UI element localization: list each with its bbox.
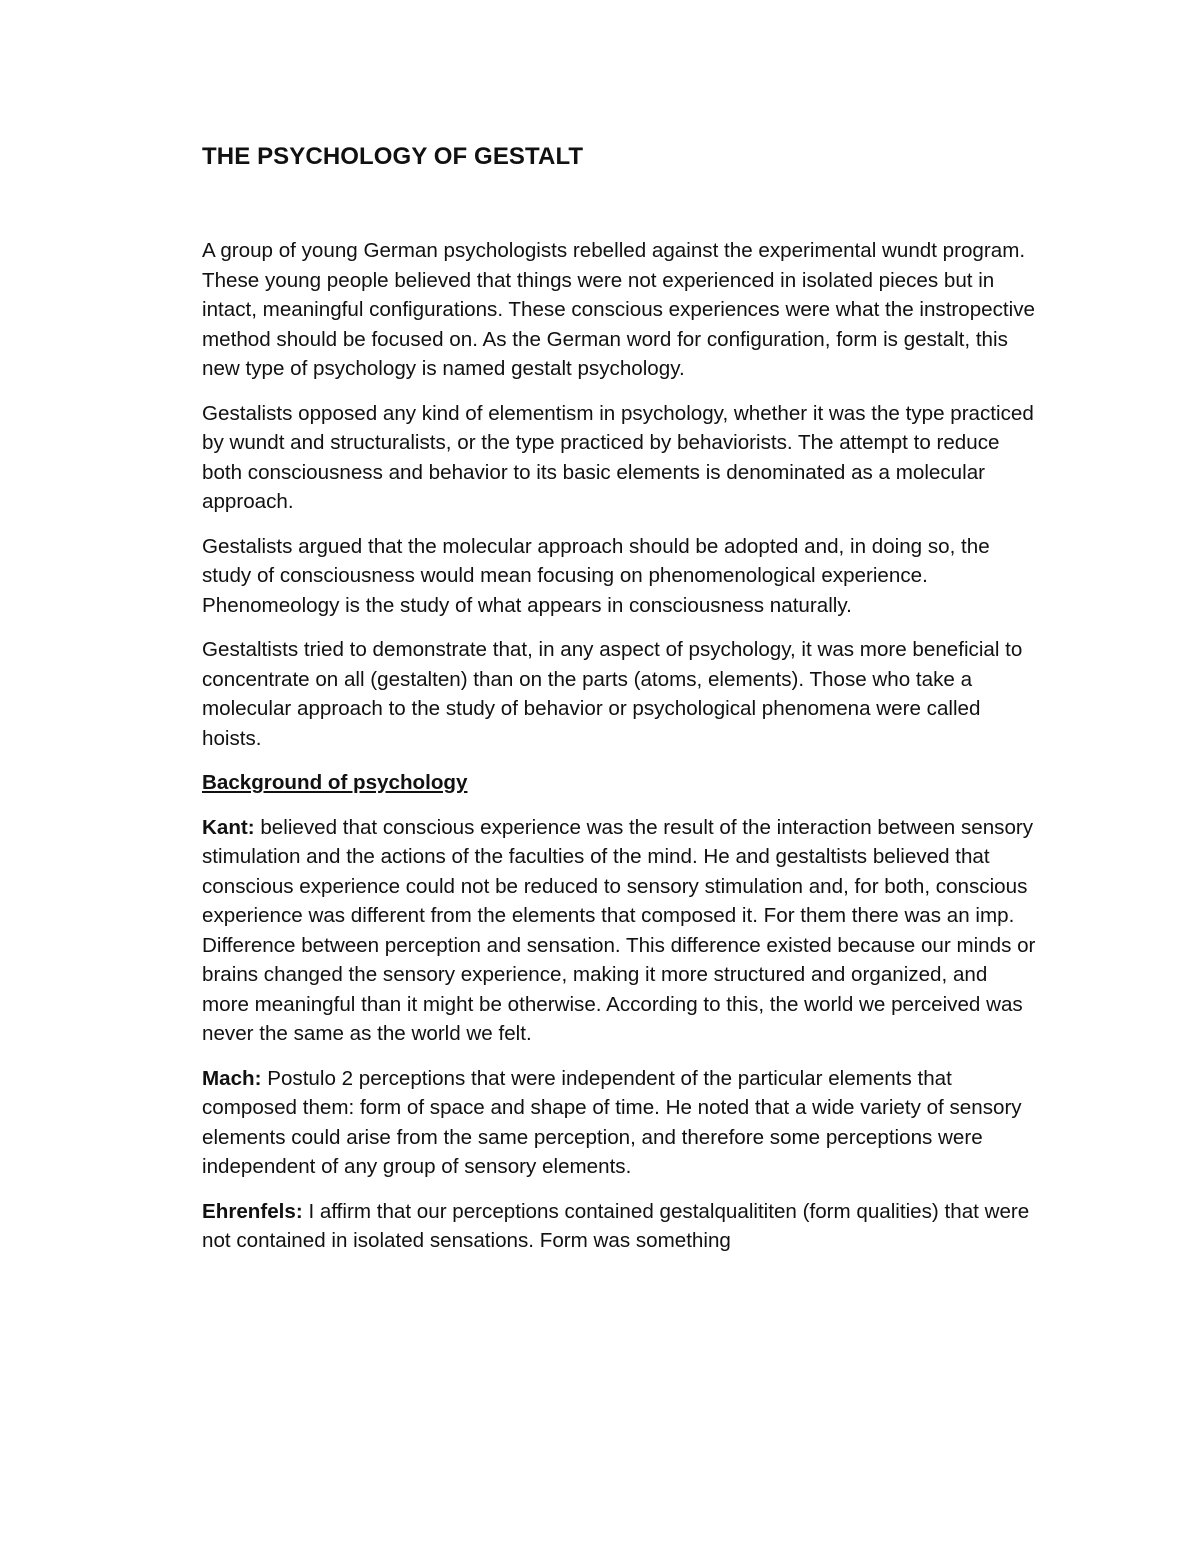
entry-ehrenfels <box>202 1197 1037 1256</box>
entry-mach <box>202 1064 1037 1182</box>
paragraph-elementism: Gestalists opposed any kind of elementism in psychology, whether it was the type practiced by wundt and structuralists, or the type practiced by behaviorists. The attempt to reduce both consciousness and behavior to its basic elements is denominated as a molecular approach. <box>202 401 1034 513</box>
paragraph-phenomenology: Gestalists argued that the molecular approach should be adopted and, in doing so, the study of consciousness would mean focusing on phenomenological experience. Phenomeology is the study of what appears in consciousness naturally. <box>202 534 990 617</box>
paragraph-intro: A group of young German psychologists rebelled against the experimental wundt program. These young people believed that things were not experienced in isolated pieces but in intact, meaningful configurations. These conscious experiences were what the instropective method should be focused on. As the German word for configuration, form is gestalt, this new type of psychology is named gestalt psychology. <box>202 239 1035 380</box>
document-title: THE PSYCHOLOGY OF GESTALT <box>202 143 584 170</box>
document-page <box>202 140 1037 1271</box>
entry-text: believed that conscious experience was the result of the interaction between sensory stimulation and the actions of the faculties of the mind. He and gestaltists believed that conscious experience could not be reduced to sensory stimulation and, for both, conscious experience was different from the elements that composed it. For them there was an imp. Difference between perception and sensation. This difference existed because our minds or brains changed the sensory experience, making it more structured and organized, and more meaningful than it might be otherwise. According to this, the world we perceived was never the same as the world we felt. <box>202 815 1036 1045</box>
section-heading-background: Background of psychology <box>202 771 468 794</box>
entry-text: I affirm that our perceptions contained gestalqualititen (form qualities) that were not contained in isolated sensations. Form was something <box>202 1199 1030 1252</box>
paragraph-gestaltists: Gestaltists tried to demonstrate that, in any aspect of psychology, it was more beneficial to concentrate on all (gestalten) than on the parts (atoms, elements). Those who take a molecular approach to the study of behavior or psychological phenomena were called hoists. <box>202 638 1023 750</box>
entry-term: Mach: <box>202 1066 262 1090</box>
entry-term: Ehrenfels: <box>202 1199 303 1223</box>
entry-text: Postulo 2 perceptions that were independent of the particular elements that composed them: form of space and shape of time. He noted that a wide variety of sensory elements could arise from the same perception, and therefore some perceptions were independent of any group of sensory elements. <box>202 1066 1022 1178</box>
entry-kant <box>202 813 1037 1049</box>
entry-term: Kant: <box>202 815 255 839</box>
